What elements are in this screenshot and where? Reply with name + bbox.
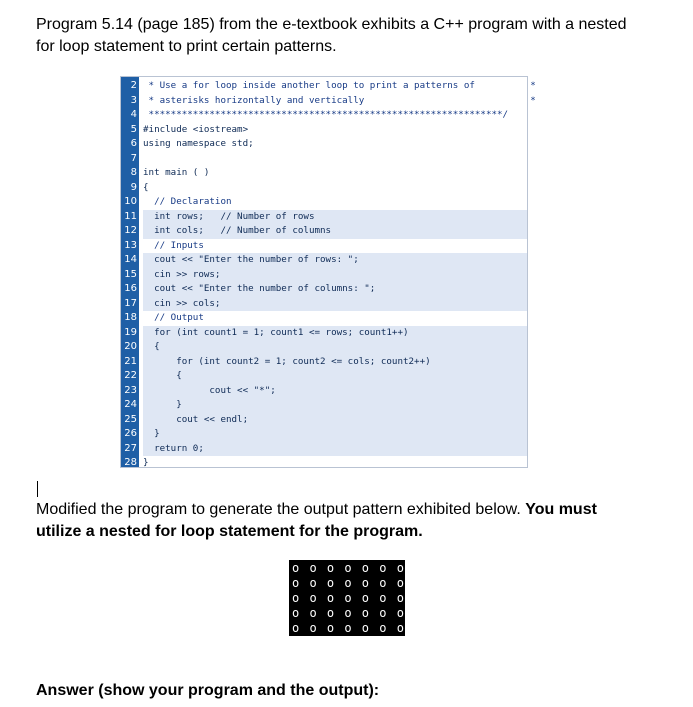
line-number: 4 (130, 109, 137, 120)
line-number: 11 (124, 210, 137, 222)
line-number: 3 (130, 94, 137, 106)
line-number: 10 (124, 196, 137, 207)
output-pattern (289, 560, 405, 636)
code-text: cout << endl; (143, 413, 527, 428)
code-line (121, 137, 527, 152)
code-text: ****************************************************************/ (143, 109, 509, 120)
pattern-row: o o o o o o o (292, 561, 406, 575)
line-number: 26 (124, 428, 137, 439)
code-text: * Use a for loop inside another loop to print a patterns of * (143, 80, 536, 91)
task-emphasis-1: You must (525, 501, 597, 518)
code-text: // Declaration (143, 196, 232, 207)
line-number: 15 (124, 268, 137, 280)
code-text: // Output (143, 312, 204, 323)
intro-line-1: Program 5.14 (page 185) from the e-textbook exhibits a C++ program with a nested (36, 16, 627, 33)
line-number: 6 (130, 138, 137, 149)
line-number: 13 (124, 239, 137, 251)
code-line (121, 282, 527, 297)
code-text: for (int count2 = 1; count2 <= cols; count2++) (143, 355, 527, 370)
code-line (121, 108, 527, 123)
answer-label: Answer (show your program and the output): (36, 682, 380, 699)
line-number: 21 (124, 355, 137, 367)
code-text: int main ( ) (143, 167, 210, 178)
code-line (121, 456, 527, 471)
code-text (143, 152, 527, 167)
code-text: int rows; // Number of rows (143, 210, 527, 225)
code-text: { (143, 181, 149, 193)
line-number: 5 (130, 123, 137, 135)
line-number: 20 (124, 341, 137, 352)
line-number: 7 (130, 152, 137, 164)
code-text: using namespace std; (143, 138, 254, 149)
code-line (121, 166, 527, 181)
code-text: #include <iostream> (143, 123, 249, 135)
line-number: 14 (124, 254, 137, 265)
code-line (121, 79, 536, 94)
line-number: 18 (124, 312, 137, 323)
code-line (121, 152, 527, 167)
code-text: } (143, 457, 149, 468)
code-listing (120, 76, 536, 468)
code-text: } (143, 398, 527, 413)
line-number: 22 (124, 370, 137, 381)
code-text: cin >> cols; (143, 297, 527, 312)
code-text: cout << "*"; (143, 384, 527, 399)
task-text: Modified the program to generate the output pattern exhibited below. (36, 501, 526, 518)
task-line-1 (36, 499, 656, 521)
code-line (121, 239, 527, 254)
code-text: cin >> rows; (143, 268, 527, 283)
code-text: cout << "Enter the number of columns: "; (143, 282, 527, 297)
task-line-2 (36, 521, 656, 543)
code-line (121, 398, 527, 413)
code-line (121, 195, 527, 210)
pattern-row: o o o o o o o (292, 591, 406, 605)
code-text: } (143, 427, 527, 442)
code-line (121, 210, 527, 225)
line-number: 16 (124, 283, 137, 294)
line-number: 12 (124, 225, 137, 236)
code-text: for (int count1 = 1; count1 <= rows; count1++) (143, 326, 527, 341)
line-number: 9 (130, 181, 137, 193)
code-line (121, 340, 527, 355)
code-text: // Inputs (143, 239, 204, 251)
line-number: 2 (130, 80, 137, 91)
code-text: { (143, 369, 527, 384)
code-line (121, 253, 527, 268)
code-text: cout << "Enter the number of rows: "; (143, 253, 527, 268)
line-number: 23 (124, 384, 137, 396)
code-line (121, 297, 527, 312)
line-number: 19 (124, 326, 137, 338)
code-line (121, 181, 527, 196)
code-line (121, 413, 527, 428)
code-line (121, 355, 527, 370)
line-number: 24 (124, 399, 137, 410)
code-line (121, 442, 527, 457)
code-line (121, 384, 527, 399)
code-line (121, 123, 527, 138)
intro-paragraph (36, 14, 656, 58)
task-emphasis-2: utilize a nested for loop statement for the program. (36, 523, 423, 540)
line-number: 25 (124, 413, 137, 425)
text-cursor (37, 481, 38, 497)
pattern-row: o o o o o o o (292, 576, 406, 590)
pattern-row: o o o o o o o (292, 606, 406, 620)
code-line (121, 94, 536, 109)
code-line (121, 268, 527, 283)
code-text: int cols; // Number of columns (143, 224, 527, 239)
line-number: 17 (124, 297, 137, 309)
pattern-row: o o o o o o o (292, 621, 406, 635)
task-paragraph (36, 499, 656, 543)
code-line (121, 311, 527, 326)
line-number: 27 (124, 442, 137, 454)
line-number: 8 (130, 167, 137, 178)
code-line (121, 369, 527, 384)
code-text: * asterisks horizontally and vertically * (143, 94, 536, 106)
line-number: 28 (124, 457, 137, 468)
code-line (121, 224, 527, 239)
code-text: return 0; (143, 442, 527, 457)
code-text: { (143, 340, 527, 355)
intro-line-2: for loop statement to print certain patterns. (36, 38, 337, 55)
code-line (121, 326, 527, 341)
code-line (121, 427, 527, 442)
